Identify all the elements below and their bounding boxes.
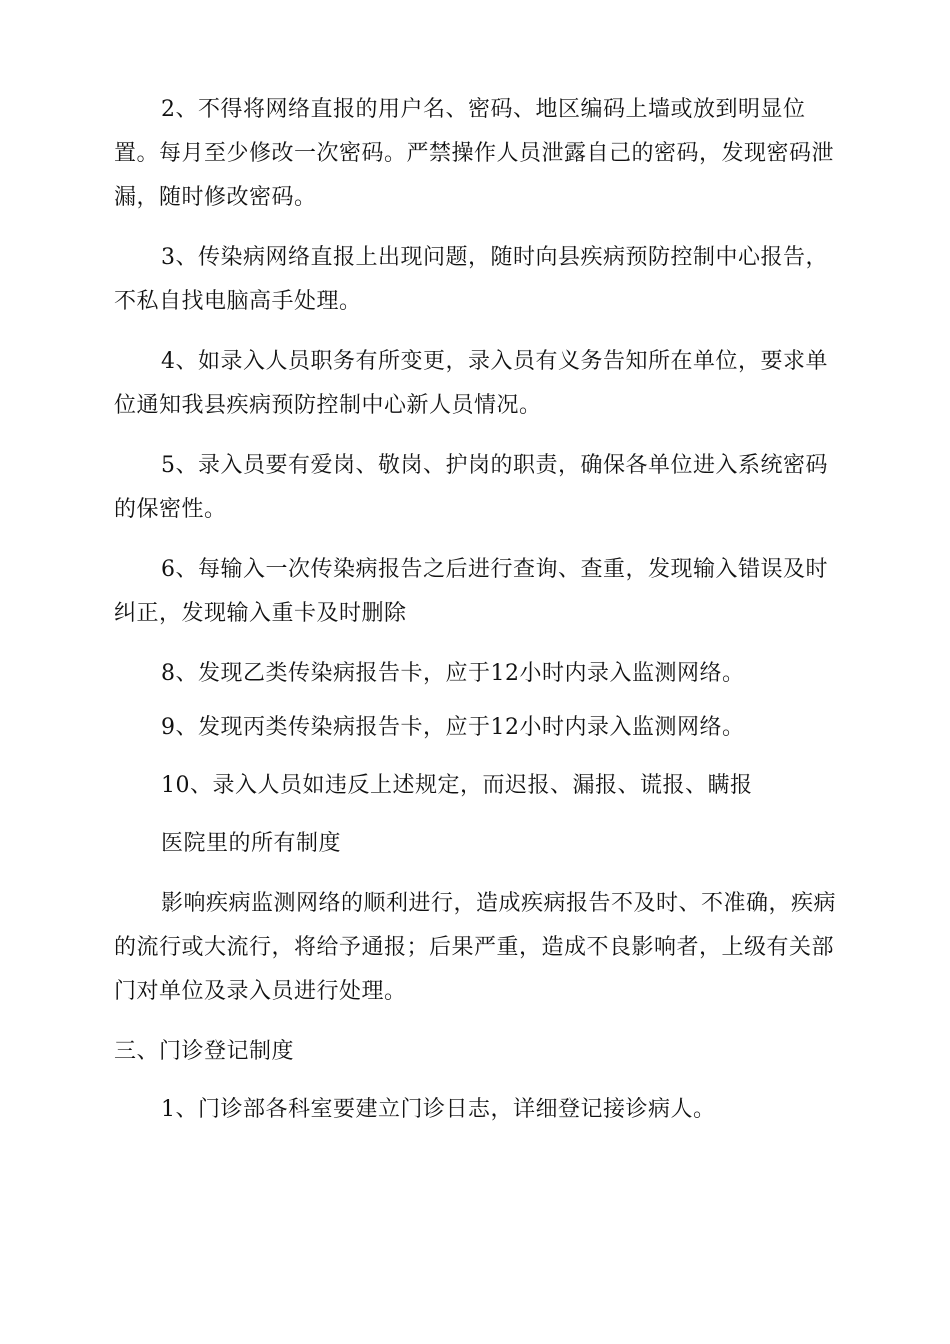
paragraph-consequences: 影响疾病监测网络的顺利进行，造成疾病报告不及时、不准确，疾病的流行或大流行，将给予通报；后果严重，造成不良影响者，上级有关部门对单位及录入员进行处理。	[114, 891, 837, 1004]
paragraph-rule-4: 4、如录入人员职务有所变更，录入员有义务告知所在单位，要求单位通知我县疾病预防控制中心新人员情况。	[114, 349, 828, 418]
paragraph-rule-10: 10、录入人员如违反上述规定，而迟报、漏报、谎报、瞒报	[161, 773, 753, 798]
paragraph-interjection: 医院里的所有制度	[161, 831, 342, 856]
paragraph-rule-2: 2、不得将网络直报的用户名、密码、地区编码上墙或放到明显位置。每月至少修改一次密码。严禁操作人员泄露自己的密码，发现密码泄漏，随时修改密码。	[114, 97, 835, 210]
paragraph-rule-6: 6、每输入一次传染病报告之后进行查询、查重，发现输入错误及时纠正，发现输入重卡及时删除	[114, 557, 828, 626]
paragraph-rule-9: 9、发现丙类传染病报告卡，应于12小时内录入监测网络。	[161, 715, 745, 740]
paragraph-rule-3: 3、传染病网络直报上出现问题，随时向县疾病预防控制中心报告，不私自找电脑高手处理。	[114, 245, 828, 314]
paragraph-outpatient-rule-1: 1、门诊部各科室要建立门诊日志，详细登记接诊病人。	[161, 1097, 716, 1122]
paragraph-rule-8: 8、发现乙类传染病报告卡，应于12小时内录入监测网络。	[161, 661, 745, 686]
paragraph-rule-5: 5、录入员要有爱岗、敬岗、护岗的职责，确保各单位进入系统密码的保密性。	[114, 453, 828, 522]
section-heading-outpatient-registration: 三、门诊登记制度	[114, 1039, 295, 1064]
